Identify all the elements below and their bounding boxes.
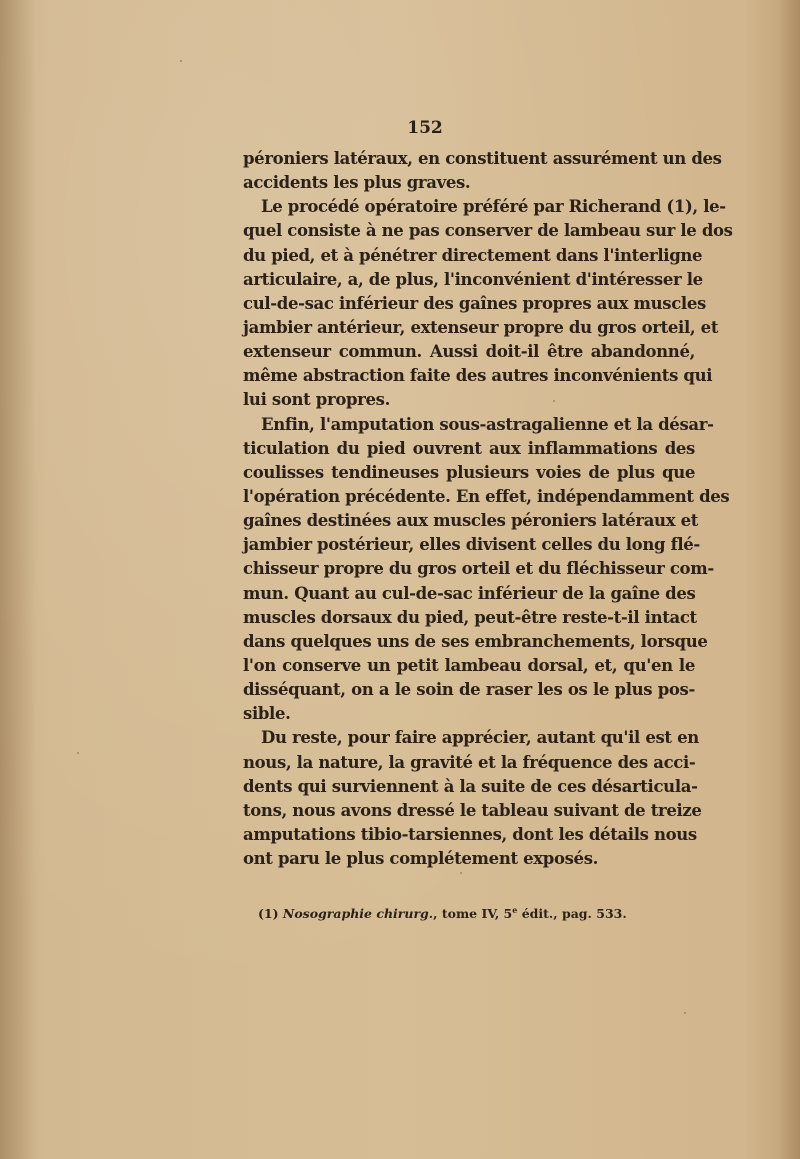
text-line: quel consiste à ne pas conserver de lambeau sur le dos bbox=[243, 221, 733, 241]
text-line: chisseur propre du gros orteil et du fléchisseur com- bbox=[243, 559, 714, 579]
text-line: sible. bbox=[243, 704, 291, 724]
text-line: Du reste, pour faire apprécier, autant qu'il est en bbox=[261, 728, 699, 748]
text-line: Enfin, l'amputation sous-astragalienne et la désar- bbox=[261, 414, 714, 434]
text-line: muscles dorsaux du pied, peut-être reste-t-il intact bbox=[243, 607, 697, 627]
paragraph bbox=[243, 195, 733, 412]
footnote-marker: (1) bbox=[258, 906, 279, 922]
text-line: l'opération précédente. En effet, indépendamment des bbox=[243, 486, 730, 506]
text-line: Le procédé opératoire préféré par Richerand (1), le- bbox=[261, 197, 726, 217]
body-text bbox=[243, 147, 733, 871]
text-line: lui sont propres. bbox=[243, 390, 390, 410]
paper-speck bbox=[460, 872, 462, 874]
footnote-title: Nosographie chirurg. bbox=[282, 906, 434, 922]
text-line: ticulation du pied ouvrent aux inflammations des bbox=[243, 438, 695, 458]
text-line: amputations tibio-tarsiennes, dont les détails nous bbox=[243, 824, 697, 844]
text-line: jambier postérieur, elles divisent celles du long flé- bbox=[243, 535, 700, 555]
footnote-edition: édit., pag. 533. bbox=[517, 906, 627, 922]
paper-speck bbox=[553, 400, 555, 402]
paragraph bbox=[243, 413, 730, 727]
text-line: extenseur commun. Aussi doit-il être abandonné, bbox=[243, 342, 695, 362]
paragraph bbox=[243, 147, 722, 195]
footnote-superscript: e bbox=[512, 905, 518, 915]
text-line: coulisses tendineuses plusieurs voies de plus que bbox=[243, 462, 695, 482]
text-line: dans quelques uns de ses embranchements, lorsque bbox=[243, 631, 708, 651]
footnote-volume: , tome IV, 5 bbox=[433, 906, 513, 922]
text-line: disséquant, on a le soin de raser les os le plus pos- bbox=[243, 680, 695, 700]
text-line: mun. Quant au cul-de-sac inférieur de la gaîne des bbox=[243, 583, 696, 603]
text-line: accidents les plus graves. bbox=[243, 173, 471, 193]
text-line: péroniers latéraux, en constituent assurément un des bbox=[243, 149, 722, 168]
footnote bbox=[258, 905, 678, 921]
page-edge bbox=[778, 0, 800, 1159]
text-line: articulaire, a, de plus, l'inconvénient d'intéresser le bbox=[243, 269, 703, 289]
text-line: ont paru le plus complétement exposés. bbox=[243, 849, 599, 869]
paragraph bbox=[243, 726, 702, 871]
text-line: dents qui surviennent à la suite de ces désarticula- bbox=[243, 776, 698, 796]
gutter-shadow bbox=[0, 0, 36, 1159]
page-number: 152 bbox=[407, 118, 443, 138]
text-line: l'on conserve un petit lambeau dorsal, et, qu'en le bbox=[243, 655, 695, 675]
paper-speck bbox=[77, 752, 79, 754]
paper-speck bbox=[180, 60, 182, 62]
text-line: nous, la nature, la gravité et la fréquence des acci- bbox=[243, 752, 696, 772]
paper-speck bbox=[684, 1012, 686, 1014]
text-line: du pied, et à pénétrer directement dans l'interligne bbox=[243, 245, 703, 265]
text-line: même abstraction faite des autres inconvénients qui bbox=[243, 366, 713, 386]
text-line: gaînes destinées aux muscles péroniers latéraux et bbox=[243, 511, 699, 531]
text-line: tons, nous avons dressé le tableau suivant de treize bbox=[243, 800, 702, 820]
text-line: jambier antérieur, extenseur propre du gros orteil, et bbox=[243, 317, 719, 337]
text-line: cul-de-sac inférieur des gaînes propres aux muscles bbox=[243, 293, 706, 313]
